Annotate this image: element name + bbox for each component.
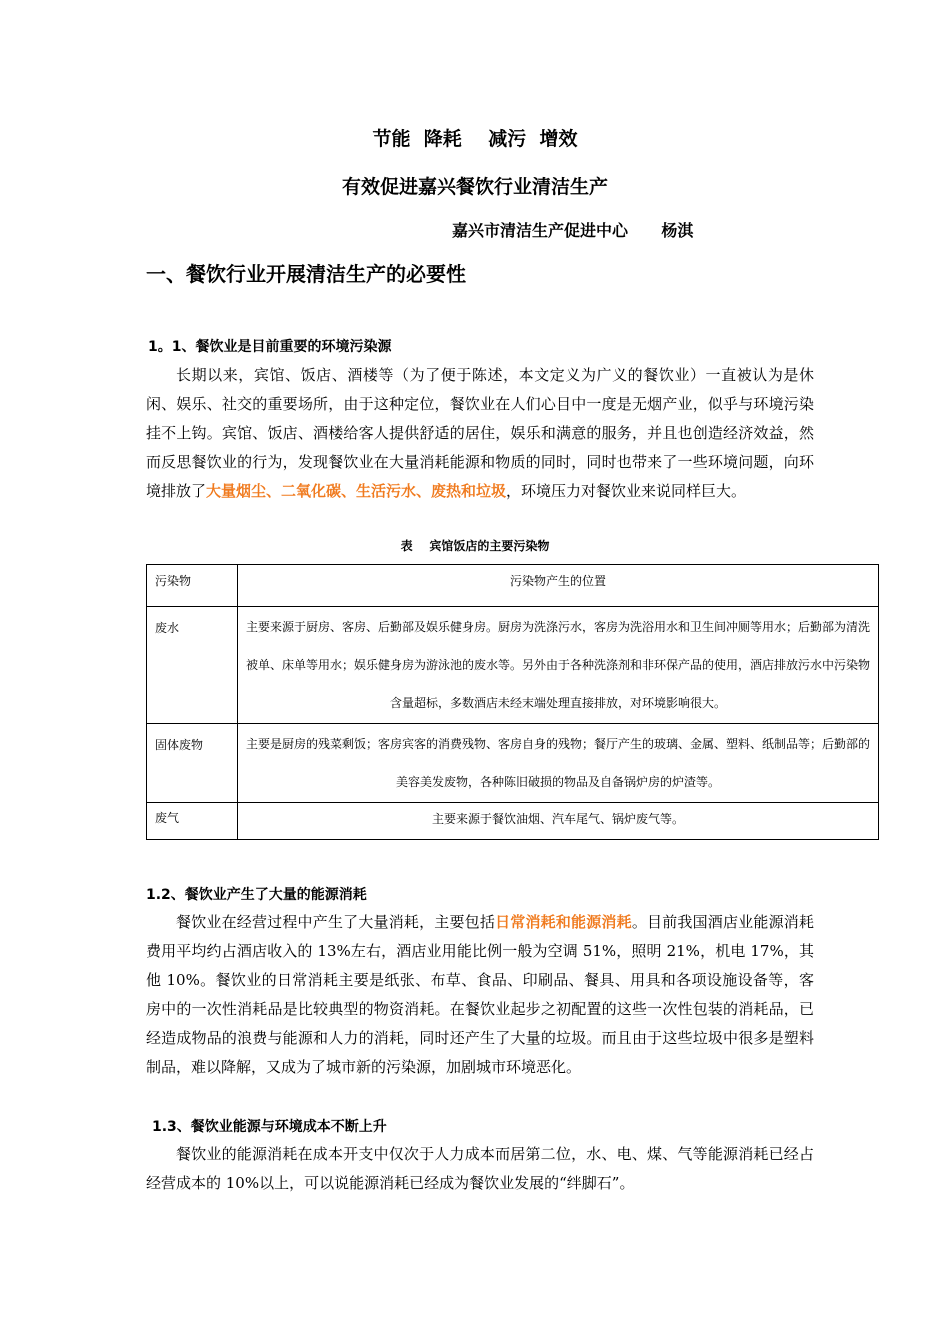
table-header-cell: 污染物产生的位置 — [238, 565, 879, 607]
table-header-cell: 污染物 — [147, 565, 238, 607]
highlighted-text: 日常消耗和能源消耗 — [495, 913, 632, 931]
subsection-1-2-heading: 1.2、餐饮业产生了大量的能源消耗 — [146, 887, 367, 903]
paragraph-text: 餐饮业在经营过程中产生了大量消耗，主要包括 — [176, 913, 496, 931]
author-line: 嘉兴市清洁生产促进中心 杨淇 — [452, 221, 694, 240]
title-line-1: 节能 降耗 减污 增效 — [372, 128, 578, 150]
pollutant-source-cell: 主要来源于厨房、客房、后勤部及娱乐健身房。厨房为洗涤污水，客房为洗浴用水和卫生间冲厕等用水；后勤部为清洗被单、床单等用水；娱乐健身房为游泳池的废水等。另外由于各种洗涤剂和非环保产品的使用，酒店排放污水中污染物含量超标，多数酒店未经末端处理直接排放，对环境影响很大。 — [238, 607, 879, 724]
subsection-1-3-paragraph: 餐饮业的能源消耗在成本开支中仅次于人力成本而居第二位，水、电、煤、气等能源消耗已经占经营成本的 10%以上，可以说能源消耗已经成为餐饮业发展的“绊脚石”。 — [146, 1145, 814, 1192]
section-1-heading: 一、餐饮行业开展清洁生产的必要性 — [146, 262, 466, 286]
table-row — [147, 803, 879, 840]
pollutant-source-cell: 主要来源于餐饮油烟、汽车尾气、锅炉废气等。 — [238, 803, 879, 840]
table-row — [147, 607, 879, 724]
table-caption: 表 宾馆饭店的主要污染物 — [400, 539, 550, 553]
pollutant-name-cell: 废水 — [147, 607, 238, 724]
subsection-1-3-heading: 1.3、餐饮业能源与环境成本不断上升 — [152, 1119, 387, 1135]
pollutant-name-cell: 废气 — [147, 803, 238, 840]
paragraph-text: 长期以来，宾馆、饭店、酒楼等（为了便于陈述，本文定义为广义的餐饮业）一直被认为是休闲、娱乐、社交的重要场所，由于这种定位，餐饮业在人们心目中一度是无烟产业，似乎与环境污染挂不上钩。宾馆、饭店、酒楼给客人提供舒适的居住，娱乐和满意的服务，并且也创造经济效益，然而反思餐饮业的行为，发现餐饮业在大量消耗能源和物质的同时，同时也带来了一些环境问题，向环境排放了 — [146, 366, 814, 500]
pollutant-source-cell: 主要是厨房的残菜剩饭；客房宾客的消费残物、客房自身的残物；餐厅产生的玻璃、金属、塑料、纸制品等；后勤部的美容美发废物，各种陈旧破损的物品及自备锅炉房的炉渣等。 — [238, 724, 879, 803]
table-row — [147, 724, 879, 803]
pollutant-name-cell: 固体废物 — [147, 724, 238, 803]
highlighted-text: 大量烟尘、二氧化碳、生活污水、废热和垃圾 — [206, 482, 507, 500]
paragraph-text: ，环境压力对餐饮业来说同样巨大。 — [506, 482, 747, 500]
paragraph-text: 。目前我国酒店业能源消耗费用平均约占酒店收入的 13%左右，酒店业用能比例一般为空调 51%，照明 21%，机电 17%，其他 10%。餐饮业的日常消耗主要是纸张、布草、食品、印刷品、餐具、用具和各项设施设备等，客房中的一次性消耗品是比较典型的物资消耗。在餐饮业起步之初配置的这些一次性包装的消耗品，已经造成物品的浪费与能源和人力的消耗，同时还产生了大量的垃圾。而且由于这些垃圾中很多是塑料制品，难以降解，又成为了城市新的污染源，加剧城市环境恶化。 — [146, 913, 814, 1076]
pollutant-table — [146, 564, 879, 840]
title-line-2: 有效促进嘉兴餐饮行业清洁生产 — [341, 176, 608, 198]
subsection-1-1-paragraph — [146, 361, 814, 506]
subsection-1-1-heading: 1。1、餐饮业是目前重要的环境污染源 — [148, 339, 392, 355]
subsection-1-2-paragraph — [146, 908, 814, 1082]
table-header-row — [147, 565, 879, 607]
